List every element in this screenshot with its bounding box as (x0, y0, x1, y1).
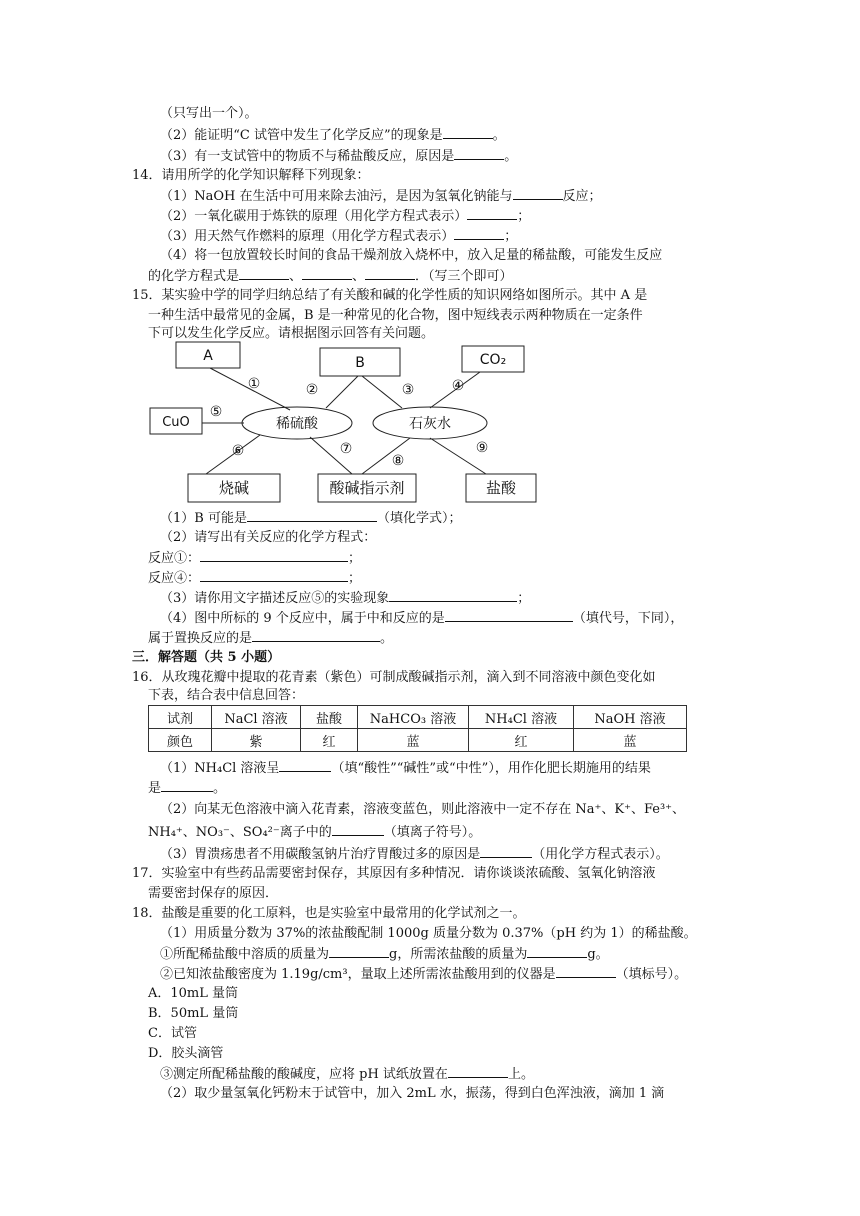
q13-line1: （只写出一个）。 (160, 106, 258, 121)
q13-part2: （2）能证明“C 试管中发生了化学反应”的现象是 。 (160, 125, 506, 145)
answer-blank[interactable] (443, 125, 493, 139)
q15-part3: （3）请你用文字描述反应⑤的实验现象 ； (160, 588, 530, 608)
table-cell: 盐酸 (301, 706, 358, 729)
table-row (149, 706, 687, 729)
label-naoh: 烧碱 (218, 479, 250, 497)
q14-part4-cont: 的化学方程式是 、 、 ．（写三个即可） (148, 266, 513, 286)
answer-blank[interactable] (513, 186, 563, 200)
answer-blank[interactable] (252, 628, 380, 642)
reaction-number: ⑨ (475, 440, 489, 456)
label-A: A (203, 348, 213, 364)
q18-part1-2: ②已知浓盐酸密度为 1.19g/cm³，量取上述所需浓盐酸用到的仪器是 （填标号）。 (160, 964, 687, 984)
q13-part3: （3）有一支试管中的物质不与稀盐酸反应，原因是 。 (160, 146, 517, 166)
option-c: C．试管 (148, 1026, 197, 1041)
answer-blank[interactable] (302, 266, 352, 280)
table-cell: 蓝 (358, 729, 469, 752)
q14-part3: （3）用天然气作燃料的原理（用化学方程式表示） ； (160, 226, 517, 246)
q16-stem-1: 16．从玫瑰花瓣中提取的花青素（紫色）可制成酸碱指示剂，滴入到不同溶液中颜色变化如 (132, 670, 656, 685)
q18-part1: （1）用质量分数为 37%的浓盐酸配制 1000g 质量分数为 0.37%（pH 约为 1）的稀盐酸。 (160, 926, 697, 941)
table-cell: NaHCO₃ 溶液 (358, 706, 469, 729)
label-CuO: CuO (162, 415, 190, 430)
table-cell: NaOH 溶液 (574, 706, 687, 729)
table-cell: 蓝 (574, 729, 687, 752)
answer-blank[interactable] (454, 226, 504, 240)
table-row (149, 729, 687, 752)
q16-part2-cont: NH₄⁺、NO₃⁻、SO₄²⁻离子中的 （填离子符号）。 (148, 822, 481, 842)
answer-blank[interactable] (448, 1064, 508, 1078)
label-CO2: CO₂ (479, 352, 507, 368)
q15-part4-cont: 属于置换反应的是 。 (148, 628, 393, 648)
q14-part1: （1）NaOH 在生活中可用来除去油污，是因为氢氧化钠能与 反应； (160, 186, 602, 206)
answer-blank[interactable] (527, 944, 587, 958)
table-cell: 试剂 (149, 706, 212, 729)
answer-blank[interactable] (161, 778, 213, 792)
q15-part2: （2）请写出有关反应的化学方程式： (160, 530, 377, 545)
answer-blank[interactable] (365, 266, 415, 280)
label-indicator: 酸碱指示剂 (329, 479, 405, 497)
q16-part2: （2）向某无色溶液中滴入花青素，溶液变蓝色，则此溶液中一定不存在 Na⁺、K⁺、Fe³⁺、 (160, 802, 686, 817)
q16-stem-2: 下表，结合表中信息回答： (148, 688, 305, 703)
reaction-number: ⑥ (231, 443, 245, 459)
answer-blank[interactable] (200, 548, 348, 562)
q15-stem-3: 下可以发生化学反应。请根据图示回答有关问题。 (148, 326, 435, 341)
reaction-number: ⑤ (209, 404, 223, 420)
section-heading: 三．解答题（共 5 小题） (132, 650, 281, 665)
q16-part3: （3）胃溃疡患者不用碳酸氢钠片治疗胃酸过多的原因是 （用化学方程式表示）。 (160, 844, 669, 864)
q15-stem-2: 一种生活中最常见的金属，B 是一种常见的化合物，图中短线表示两种物质在一定条件 (148, 308, 643, 323)
q18-stem: 18．盐酸是重要的化工原料，也是实验室中最常用的化学试剂之一。 (132, 906, 526, 921)
answer-blank[interactable] (329, 944, 389, 958)
reaction-number: ② (305, 382, 319, 398)
acid-base-network-diagram (140, 338, 560, 508)
answer-blank[interactable] (454, 146, 504, 160)
label-hcl: 盐酸 (485, 479, 517, 497)
reaction-number: ⑦ (339, 441, 353, 457)
q15-stem-1: 15．某实验中学的同学归纳总结了有关酸和碱的化学性质的知识网络如图所示。其中 A 是 (132, 288, 648, 303)
option-d: D．胶头滴管 (148, 1046, 224, 1061)
q15-reaction1: 反应①： ； (148, 548, 361, 568)
q17-stem-2: 需要密封保存的原因． (148, 886, 279, 901)
q14-part2: （2）一氧化碳用于炼铁的原理（用化学方程式表示） ； (160, 206, 530, 226)
q16-part1-cont: 是 。 (148, 778, 226, 798)
q15-part4: （4）图中所标的 9 个反应中，属于中和反应的是 （填代号，下同）， (160, 608, 683, 628)
answer-blank[interactable] (467, 206, 517, 220)
reaction-number: ⑧ (391, 453, 405, 469)
option-b: B．50mL 量筒 (148, 1006, 239, 1021)
table-cell: 紫 (212, 729, 301, 752)
indicator-color-table (148, 705, 687, 752)
option-a: A．10mL 量筒 (148, 986, 239, 1001)
table-cell: 红 (469, 729, 574, 752)
reaction-number: ④ (451, 378, 465, 394)
q15-part1: （1）B 可能是 （填化学式）； (160, 508, 461, 528)
label-limewater: 石灰水 (409, 416, 451, 432)
q18-part1-3: ③测定所配稀盐酸的酸碱度，应将 pH 试纸放置在 上。 (160, 1064, 534, 1084)
reaction-number: ① (247, 376, 261, 392)
answer-blank[interactable] (239, 266, 289, 280)
answer-blank[interactable] (332, 822, 384, 836)
label-B: B (355, 355, 365, 371)
answer-blank[interactable] (445, 608, 573, 622)
q15-reaction4: 反应④： ； (148, 568, 361, 588)
reaction-number: ③ (401, 382, 415, 398)
table-cell: 红 (301, 729, 358, 752)
table-cell: NH₄Cl 溶液 (469, 706, 574, 729)
q18-part2: （2）取少量氢氧化钙粉末于试管中，加入 2mL 水，振荡，得到白色浑浊液，滴加 1 滴 (160, 1086, 665, 1101)
q18-part1-1: ①所配稀盐酸中溶质的质量为 g，所需浓盐酸的质量为 g。 (160, 944, 609, 964)
answer-blank[interactable] (247, 508, 377, 522)
q17-stem-1: 17．实验室中有些药品需要密封保存，其原因有多种情况．请你谈谈浓硫酸、氢氧化钠溶液 (132, 866, 656, 881)
answer-blank[interactable] (556, 964, 616, 978)
answer-blank[interactable] (480, 844, 532, 858)
answer-blank[interactable] (279, 758, 331, 772)
answer-blank[interactable] (200, 568, 348, 582)
label-dilute-sulfuric-acid: 稀硫酸 (276, 416, 318, 432)
q14-stem: 14．请用所学的化学知识解释下列现象： (132, 168, 370, 183)
answer-blank[interactable] (389, 588, 517, 602)
table-cell: NaCl 溶液 (212, 706, 301, 729)
table-cell: 颜色 (149, 729, 212, 752)
q16-part1: （1）NH₄Cl 溶液呈 （填“酸性”“碱性”或“中性”），用作化肥长期施用的结果 (160, 758, 651, 778)
q14-part4: （4）将一包放置较长时间的食品干燥剂放入烧杯中，放入足量的稀盐酸，可能发生反应 (160, 248, 663, 263)
